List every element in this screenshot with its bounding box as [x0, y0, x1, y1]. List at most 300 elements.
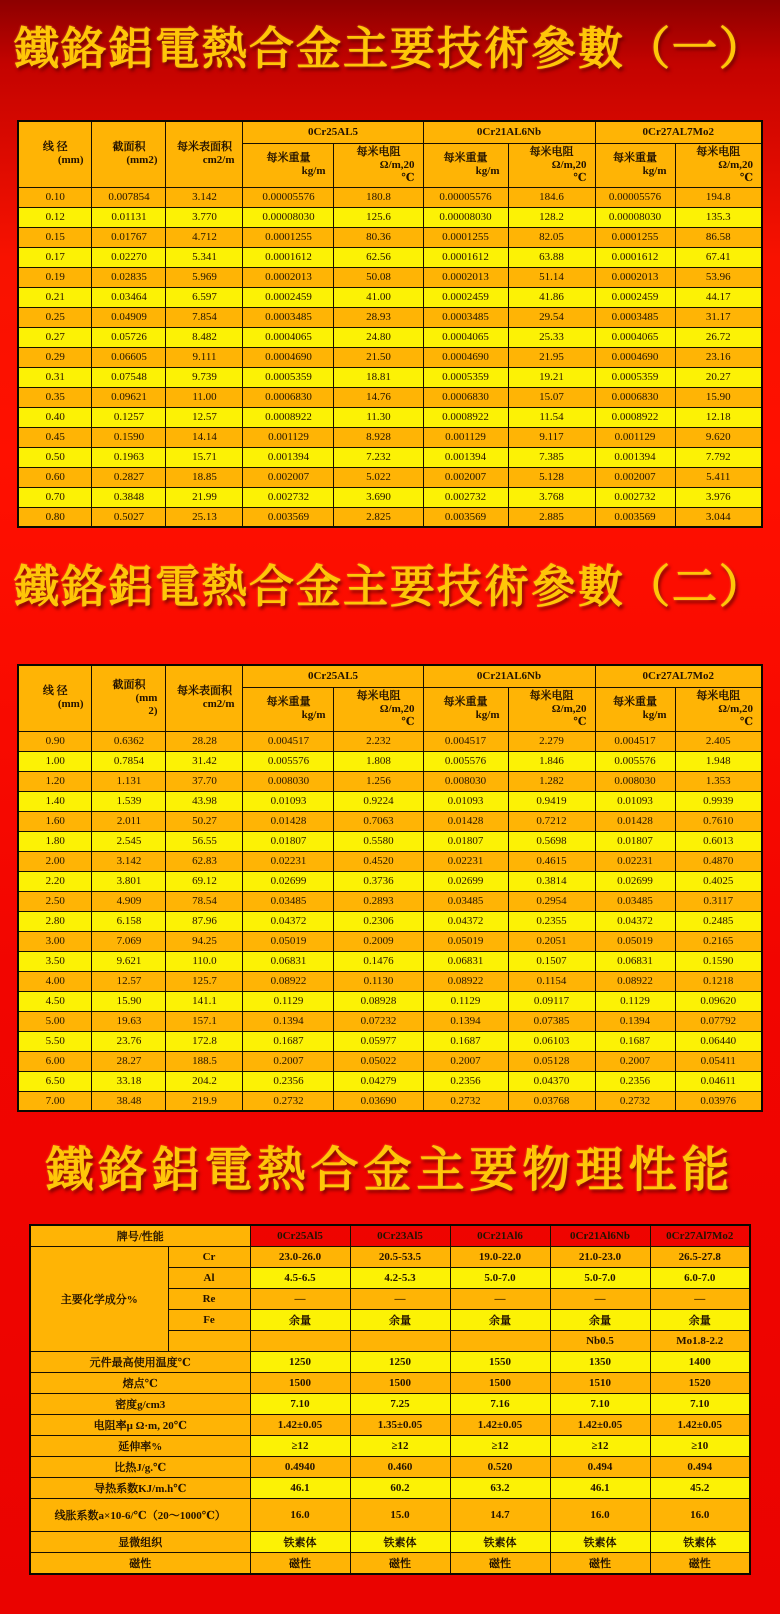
table-cell: 0.00005576 — [243, 187, 334, 207]
table-cell: 157.1 — [166, 1011, 243, 1031]
table-cell: 0.0002459 — [243, 287, 334, 307]
table-cell: 24.80 — [334, 327, 423, 347]
property-value-cell: 0.460 — [350, 1457, 450, 1478]
property-label: 密度g/cm3 — [30, 1394, 250, 1415]
table-cell: 0.2954 — [508, 891, 595, 911]
property-value-cell: 1500 — [250, 1373, 350, 1394]
table-cell: 0.06831 — [423, 951, 508, 971]
table-cell: 0.05019 — [423, 931, 508, 951]
header-unit: Ω/m,20 — [718, 702, 754, 715]
table-cell: 0.1507 — [508, 951, 595, 971]
table-cell: 3.768 — [508, 487, 595, 507]
column-header — [18, 121, 92, 187]
element-label: Fe — [168, 1310, 250, 1331]
table-row — [18, 307, 762, 327]
table-cell: 41.00 — [334, 287, 423, 307]
table-cell: 0.0002459 — [423, 287, 508, 307]
header-label: 每米重量 — [266, 152, 311, 164]
header-unit: Ω/m,20 — [718, 158, 754, 171]
table-row — [18, 447, 762, 467]
column-header — [92, 121, 166, 187]
table-cell: 3.690 — [334, 487, 423, 507]
header-unit: 2) — [148, 704, 158, 717]
table-cell: 0.06831 — [595, 951, 675, 971]
table-cell: 0.3117 — [675, 891, 762, 911]
table-cell: 0.004517 — [243, 731, 334, 751]
table-cell: 14.14 — [166, 427, 243, 447]
header-unit: Ω/m,20 — [551, 158, 587, 171]
table-cell: 0.2165 — [675, 931, 762, 951]
table-cell: 6.597 — [166, 287, 243, 307]
table-cell: 0.25 — [18, 307, 92, 327]
column-header — [166, 121, 243, 187]
table-cell: 0.00005576 — [595, 187, 675, 207]
table-row — [18, 1051, 762, 1071]
alloy-header: 0Cr21Al6Nb — [550, 1225, 650, 1247]
table-cell: 4.909 — [92, 891, 166, 911]
table-cell: 80.36 — [334, 227, 423, 247]
table-cell: 0.9224 — [334, 791, 423, 811]
table-cell: 0.001394 — [243, 447, 334, 467]
table-cell: 0.02835 — [92, 267, 166, 287]
table-cell: 41.86 — [508, 287, 595, 307]
property-value-cell: ≥12 — [450, 1436, 550, 1457]
table-cell: 2.279 — [508, 731, 595, 751]
property-row — [30, 1394, 750, 1415]
header-unit: (mm) — [57, 698, 84, 711]
table-cell: 0.005576 — [243, 751, 334, 771]
table-cell: 0.07548 — [92, 367, 166, 387]
property-value-cell: 1250 — [350, 1352, 450, 1373]
chem-value-cell: 20.5-53.5 — [350, 1247, 450, 1268]
table-cell: 0.1257 — [92, 407, 166, 427]
table-cell: 5.411 — [675, 467, 762, 487]
table-cell: 0.002732 — [243, 487, 334, 507]
table-cell: 1.282 — [508, 771, 595, 791]
table-cell: 15.07 — [508, 387, 595, 407]
table-cell: 4.00 — [18, 971, 92, 991]
corner-header: 牌号/性能 — [30, 1225, 250, 1247]
chem-value-cell — [250, 1331, 350, 1352]
chem-value-cell: 余量 — [650, 1310, 750, 1331]
table-cell: 0.01807 — [243, 831, 334, 851]
table-cell: 0.0003485 — [423, 307, 508, 327]
table-cell: 204.2 — [166, 1071, 243, 1091]
table-cell: 0.09117 — [508, 991, 595, 1011]
table-cell: 0.0001255 — [423, 227, 508, 247]
table-cell: 0.0006830 — [243, 387, 334, 407]
table-cell: 18.81 — [334, 367, 423, 387]
table-cell: 0.0002013 — [423, 267, 508, 287]
property-value-cell: 磁性 — [250, 1553, 350, 1575]
property-row — [30, 1352, 750, 1373]
property-value-cell: 铁素体 — [650, 1532, 750, 1553]
property-value-cell: 铁素体 — [350, 1532, 450, 1553]
property-row — [30, 1436, 750, 1457]
chem-value-cell: 23.0-26.0 — [250, 1247, 350, 1268]
property-value-cell: 16.0 — [650, 1499, 750, 1532]
table-cell: 23.76 — [92, 1031, 166, 1051]
table-cell: 141.1 — [166, 991, 243, 1011]
table-cell: 0.0006830 — [423, 387, 508, 407]
table-cell: 0.005576 — [423, 751, 508, 771]
header-label: 每米重量 — [613, 152, 658, 164]
table-cell: 0.5027 — [92, 507, 166, 527]
header-label: 每米电阻 — [356, 145, 401, 158]
table-cell: 0.02231 — [595, 851, 675, 871]
table-cell: 0.21 — [18, 287, 92, 307]
table-cell: 21.95 — [508, 347, 595, 367]
table-cell: 0.7212 — [508, 811, 595, 831]
header-label: 每米电阻 — [696, 145, 741, 158]
table-cell: 15.90 — [92, 991, 166, 1011]
table-cell: 12.57 — [166, 407, 243, 427]
table-cell: 3.00 — [18, 931, 92, 951]
table-cell: 0.35 — [18, 387, 92, 407]
table-row — [18, 1091, 762, 1111]
table-cell: 3.142 — [92, 851, 166, 871]
table-cell: 0.1963 — [92, 447, 166, 467]
table-cell: 3.770 — [166, 207, 243, 227]
table-cell: 0.02231 — [243, 851, 334, 871]
table-cell: 3.044 — [675, 507, 762, 527]
alloy-header: 0Cr25Al5 — [250, 1225, 350, 1247]
table-cell: 0.03485 — [423, 891, 508, 911]
table-cell: 0.001129 — [243, 427, 334, 447]
property-value-cell: 1550 — [450, 1352, 550, 1373]
property-value-cell: 1400 — [650, 1352, 750, 1373]
table-row — [18, 771, 762, 791]
table-cell: 5.00 — [18, 1011, 92, 1031]
table-cell: 0.003569 — [423, 507, 508, 527]
header-unit: ℃ — [401, 715, 415, 728]
table-cell: 0.01767 — [92, 227, 166, 247]
table-cell: 12.57 — [92, 971, 166, 991]
table-row — [18, 467, 762, 487]
table-cell: 0.008030 — [595, 771, 675, 791]
table-cell: 9.117 — [508, 427, 595, 447]
table-cell: 0.0005359 — [423, 367, 508, 387]
table-cell: 7.069 — [92, 931, 166, 951]
table-cell: 0.1590 — [675, 951, 762, 971]
sub-header — [508, 687, 595, 731]
table-cell: 0.008030 — [423, 771, 508, 791]
table-cell: 8.482 — [166, 327, 243, 347]
table-cell: 0.04370 — [508, 1071, 595, 1091]
table-cell: 2.825 — [334, 507, 423, 527]
header-unit: (mm2) — [126, 154, 158, 167]
table-cell: 0.0008922 — [243, 407, 334, 427]
table-cell: 1.539 — [92, 791, 166, 811]
table-cell: 0.2009 — [334, 931, 423, 951]
element-label — [168, 1331, 250, 1352]
table-row — [18, 347, 762, 367]
property-value-cell: 7.10 — [650, 1394, 750, 1415]
table-cell: 1.808 — [334, 751, 423, 771]
table-cell: 31.42 — [166, 751, 243, 771]
property-value-cell: 1.42±0.05 — [650, 1415, 750, 1436]
property-value-cell: 15.0 — [350, 1499, 450, 1532]
property-label: 元件最高使用温度℃ — [30, 1352, 250, 1373]
chem-value-cell: 5.0-7.0 — [450, 1268, 550, 1289]
table-cell: 135.3 — [675, 207, 762, 227]
table-cell: 0.0004690 — [595, 347, 675, 367]
table-cell: 0.003569 — [243, 507, 334, 527]
chem-value-cell: 4.2-5.3 — [350, 1268, 450, 1289]
table-cell: 2.011 — [92, 811, 166, 831]
sub-header — [243, 687, 334, 731]
table-cell: 0.05022 — [334, 1051, 423, 1071]
table-cell: 8.928 — [334, 427, 423, 447]
property-label: 线胀系数a×10-6/℃（20～1000℃） — [30, 1499, 250, 1532]
property-value-cell: 1500 — [450, 1373, 550, 1394]
table-cell: 0.3814 — [508, 871, 595, 891]
property-value-cell: 7.16 — [450, 1394, 550, 1415]
table-cell: 0.40 — [18, 407, 92, 427]
property-value-cell: ≥12 — [350, 1436, 450, 1457]
table-cell: 0.00008030 — [595, 207, 675, 227]
table-cell: 67.41 — [675, 247, 762, 267]
table-cell: 0.01093 — [243, 791, 334, 811]
table-row — [18, 407, 762, 427]
table-cell: 0.01428 — [595, 811, 675, 831]
table-cell: 0.27 — [18, 327, 92, 347]
table-cell: 0.80 — [18, 507, 92, 527]
table-cell: 1.131 — [92, 771, 166, 791]
table-cell: 0.003569 — [595, 507, 675, 527]
alloy-group-header: 0Cr25AL5 — [243, 665, 423, 687]
table-row — [18, 367, 762, 387]
table-cell: 3.976 — [675, 487, 762, 507]
title-tech-params-2: 鐵鉻鋁電熱合金主要技術參數（二） — [13, 562, 766, 612]
table-cell: 0.4870 — [675, 851, 762, 871]
table-cell: 1.20 — [18, 771, 92, 791]
table-cell: 0.5580 — [334, 831, 423, 851]
table-cell: 188.5 — [166, 1051, 243, 1071]
element-label: Cr — [168, 1247, 250, 1268]
table-cell: 7.00 — [18, 1091, 92, 1111]
table-cell: 0.02699 — [243, 871, 334, 891]
table-cell: 0.2732 — [243, 1091, 334, 1111]
table-row — [18, 227, 762, 247]
table-cell: 0.1129 — [423, 991, 508, 1011]
header-label: 线 径 — [42, 141, 68, 154]
header-label: 每米电阻 — [529, 689, 574, 702]
property-value-cell: 1500 — [350, 1373, 450, 1394]
property-value-cell: 1350 — [550, 1352, 650, 1373]
sub-header — [595, 143, 675, 187]
table-cell: 0.002007 — [595, 467, 675, 487]
chem-value-cell: 余量 — [350, 1310, 450, 1331]
table-cell: 0.01093 — [423, 791, 508, 811]
property-value-cell: 7.10 — [250, 1394, 350, 1415]
table-row — [18, 1071, 762, 1091]
sub-header — [423, 687, 508, 731]
property-value-cell: 磁性 — [550, 1553, 650, 1575]
table-cell: 0.05019 — [243, 931, 334, 951]
alloy-group-header: 0Cr25AL5 — [243, 121, 423, 143]
header-unit: Ω/m,20 — [379, 702, 415, 715]
chem-row — [30, 1247, 750, 1268]
property-value-cell: ≥12 — [550, 1436, 650, 1457]
table-cell: 0.07232 — [334, 1011, 423, 1031]
table-cell: 56.55 — [166, 831, 243, 851]
table-cell: 0.2306 — [334, 911, 423, 931]
table-row — [18, 931, 762, 951]
table-cell: 18.85 — [166, 467, 243, 487]
table-cell: 0.4025 — [675, 871, 762, 891]
table-cell: 0.0006830 — [595, 387, 675, 407]
table-cell: 0.002732 — [595, 487, 675, 507]
sub-header — [423, 143, 508, 187]
table-cell: 0.01807 — [595, 831, 675, 851]
table-cell: 4.712 — [166, 227, 243, 247]
table-cell: 0.17 — [18, 247, 92, 267]
table-cell: 9.111 — [166, 347, 243, 367]
header-unit: (mm — [135, 691, 158, 704]
table-cell: 0.01093 — [595, 791, 675, 811]
table-cell: 87.96 — [166, 911, 243, 931]
table-cell: 0.04372 — [423, 911, 508, 931]
header-label: 线 径 — [42, 685, 68, 698]
table-row — [18, 1011, 762, 1031]
table-cell: 0.03464 — [92, 287, 166, 307]
element-label: Re — [168, 1289, 250, 1310]
table-cell: 0.05411 — [675, 1051, 762, 1071]
table-cell: 0.08928 — [334, 991, 423, 1011]
chem-value-cell: Nb0.5 — [550, 1331, 650, 1352]
table-cell: 0.0002013 — [595, 267, 675, 287]
alloy-header: 0Cr21Al6 — [450, 1225, 550, 1247]
table-cell: 0.05977 — [334, 1031, 423, 1051]
table-row — [18, 911, 762, 931]
table-cell: 0.0004065 — [595, 327, 675, 347]
table-cell: 0.002007 — [423, 467, 508, 487]
table-cell: 62.83 — [166, 851, 243, 871]
table-cell: 11.00 — [166, 387, 243, 407]
table-cell: 20.27 — [675, 367, 762, 387]
chem-value-cell: 21.0-23.0 — [550, 1247, 650, 1268]
table-cell: 7.792 — [675, 447, 762, 467]
column-header — [18, 665, 92, 731]
property-row — [30, 1478, 750, 1499]
table-cell: 0.2485 — [675, 911, 762, 931]
table-cell: 0.0004690 — [423, 347, 508, 367]
table-cell: 0.01131 — [92, 207, 166, 227]
table-cell: 0.6013 — [675, 831, 762, 851]
table-cell: 94.25 — [166, 931, 243, 951]
header-label: 每米表面积 — [176, 685, 232, 698]
table-cell: 19.21 — [508, 367, 595, 387]
table-cell: 0.0008922 — [423, 407, 508, 427]
table-cell: 15.71 — [166, 447, 243, 467]
table-cell: 172.8 — [166, 1031, 243, 1051]
table-cell: 0.08922 — [243, 971, 334, 991]
title-physical-props: 鐵鉻鋁電熱合金主要物理性能 — [45, 1144, 735, 1197]
table-cell: 23.16 — [675, 347, 762, 367]
table-cell: 0.6362 — [92, 731, 166, 751]
property-row — [30, 1532, 750, 1553]
sub-header — [675, 687, 762, 731]
property-value-cell: 1.35±0.05 — [350, 1415, 450, 1436]
table-cell: 0.29 — [18, 347, 92, 367]
table-cell: 184.6 — [508, 187, 595, 207]
property-value-cell: ≥10 — [650, 1436, 750, 1457]
table-cell: 0.0008922 — [595, 407, 675, 427]
table-cell: 62.56 — [334, 247, 423, 267]
table-row — [18, 267, 762, 287]
tech-params-table-2 — [17, 664, 763, 1112]
table-cell: 0.06440 — [675, 1031, 762, 1051]
table-cell: 0.04611 — [675, 1071, 762, 1091]
table-cell: 0.05019 — [595, 931, 675, 951]
table-row — [18, 247, 762, 267]
table-cell: 0.1394 — [595, 1011, 675, 1031]
table-cell: 0.005576 — [595, 751, 675, 771]
chem-value-cell: 5.0-7.0 — [550, 1268, 650, 1289]
header-label: 每米重量 — [443, 696, 488, 708]
table-cell: 0.2893 — [334, 891, 423, 911]
table-cell: 11.54 — [508, 407, 595, 427]
table-cell: 0.9939 — [675, 791, 762, 811]
table-row — [18, 991, 762, 1011]
table-cell: 0.31 — [18, 367, 92, 387]
table-cell: 0.05128 — [508, 1051, 595, 1071]
table-cell: 44.17 — [675, 287, 762, 307]
table-cell: 33.18 — [92, 1071, 166, 1091]
table-cell: 86.58 — [675, 227, 762, 247]
table-cell: 0.7854 — [92, 751, 166, 771]
property-value-cell: 1.42±0.05 — [550, 1415, 650, 1436]
table-cell: 9.739 — [166, 367, 243, 387]
table-cell: 0.2007 — [423, 1051, 508, 1071]
table-cell: 0.1590 — [92, 427, 166, 447]
property-value-cell: 7.10 — [550, 1394, 650, 1415]
header-label: 每米表面积 — [176, 141, 232, 154]
table-cell: 1.60 — [18, 811, 92, 831]
table-cell: 0.07385 — [508, 1011, 595, 1031]
column-header — [166, 665, 243, 731]
table-cell: 0.1687 — [243, 1031, 334, 1051]
table-cell: 0.5698 — [508, 831, 595, 851]
table-cell: 0.001129 — [595, 427, 675, 447]
table-cell: 0.07792 — [675, 1011, 762, 1031]
header-label: 截面积 — [112, 678, 146, 691]
property-row — [30, 1457, 750, 1478]
chem-value-cell: — — [350, 1289, 450, 1310]
table-cell: 0.0005359 — [595, 367, 675, 387]
header-label: 截面积 — [112, 141, 146, 154]
table-row — [18, 487, 762, 507]
table-cell: 26.72 — [675, 327, 762, 347]
property-label: 熔点℃ — [30, 1373, 250, 1394]
table-cell: 219.9 — [166, 1091, 243, 1111]
table-cell: 0.0001612 — [595, 247, 675, 267]
property-value-cell: 磁性 — [350, 1553, 450, 1575]
table-cell: 0.2007 — [243, 1051, 334, 1071]
property-value-cell: 铁素体 — [550, 1532, 650, 1553]
property-value-cell: 46.1 — [250, 1478, 350, 1499]
table-cell: 0.03485 — [595, 891, 675, 911]
table-cell: 69.12 — [166, 871, 243, 891]
table-cell: 0.02699 — [423, 871, 508, 891]
header-label: 每米重量 — [266, 696, 311, 708]
table-cell: 5.128 — [508, 467, 595, 487]
header-row — [18, 665, 762, 687]
table-cell: 6.00 — [18, 1051, 92, 1071]
header-unit: kg/m — [475, 165, 500, 177]
table-cell: 3.801 — [92, 871, 166, 891]
